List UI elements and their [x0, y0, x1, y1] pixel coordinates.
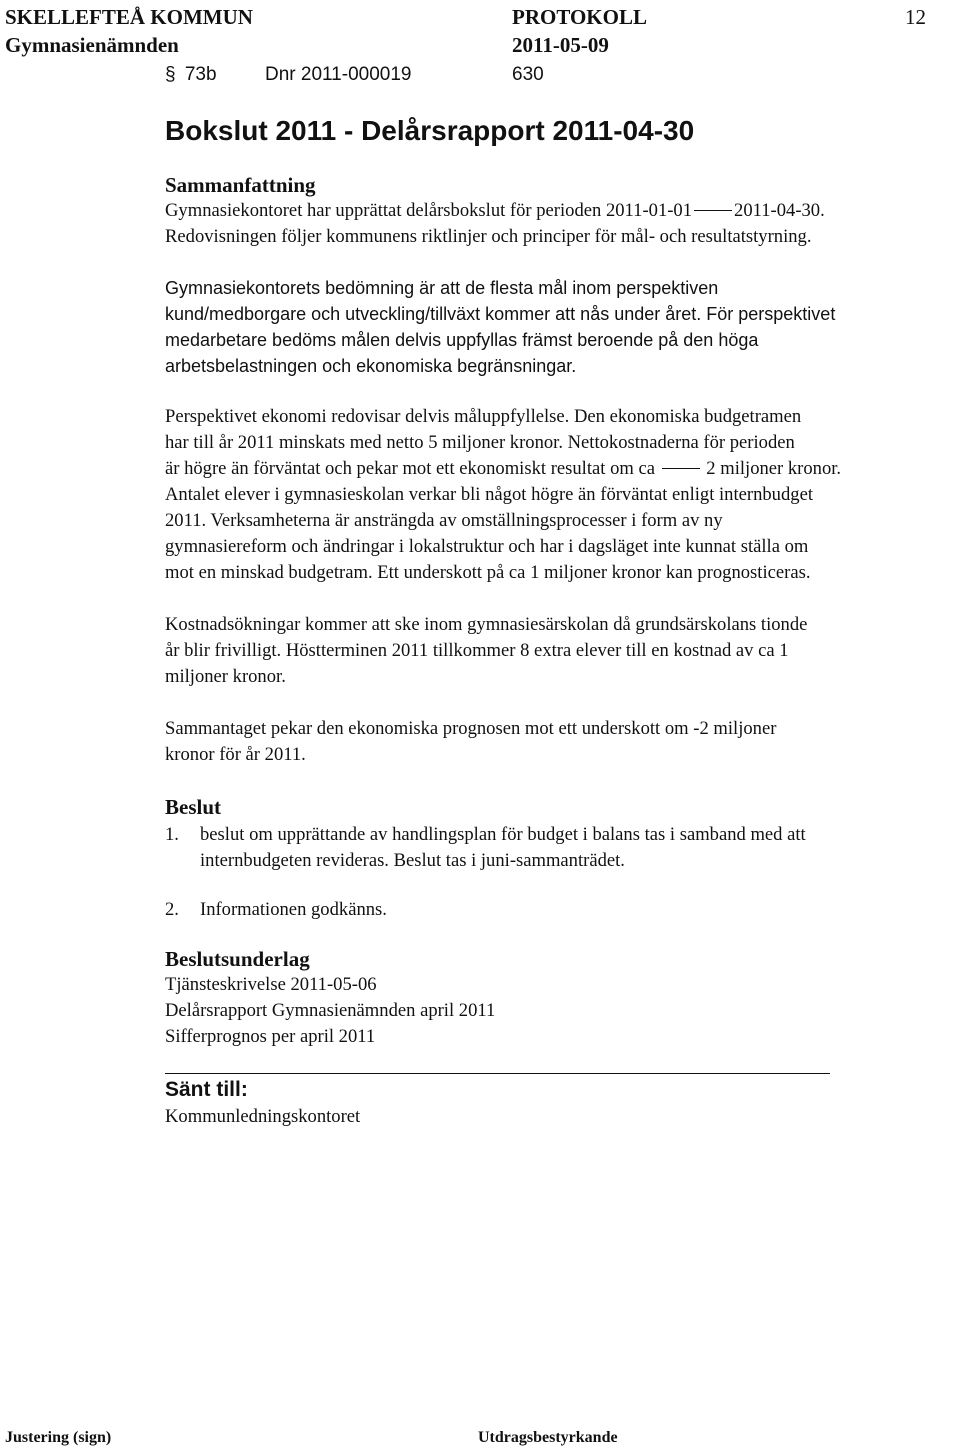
basis-item: Delårsrapport Gymnasienämnden april 2011 — [165, 1000, 496, 1021]
basis-item: Sifferprognos per april 2011 — [165, 1026, 376, 1047]
organization-name: SKELLEFTEÅ KOMMUN — [5, 5, 253, 29]
basis-item: Tjänsteskrivelse 2011-05-06 — [165, 974, 377, 995]
paragraph-line: kronor för år 2011. — [165, 744, 306, 765]
document-type: PROTOKOLL — [512, 5, 647, 29]
summary-paragraph-2 — [165, 275, 955, 379]
item-line: beslut om upprättande av handlingsplan för budget i balans tas i samband med att — [200, 824, 806, 845]
dash-rule — [662, 468, 700, 469]
summary-paragraph-4 — [165, 612, 955, 690]
footer-certification-label: Utdragsbestyrkande — [478, 1429, 618, 1446]
paragraph-line: 2011. Verksamheterna är ansträngda av omställningsprocesser i form av ny — [165, 510, 723, 531]
paragraph-line: medarbetare bedöms målen delvis uppfyllas främst beroende på den höga — [165, 330, 759, 350]
paragraph-line: miljoner kronor. — [165, 666, 286, 687]
paragraph-line: Redovisningen följer kommunens riktlinjer och principer för mål- och resultatstyrning. — [165, 226, 812, 247]
item-line: Informationen godkänns. — [200, 899, 387, 920]
decision-heading: Beslut — [165, 795, 222, 819]
paragraph-line: Perspektivet ekonomi redovisar delvis måluppfyllelse. Den ekonomiska budgetramen — [165, 406, 802, 427]
basis-heading: Beslutsunderlag — [165, 947, 310, 971]
committee-name: Gymnasienämnden — [5, 33, 179, 57]
text-segment: är högre än förväntat och pekar mot ett ekonomiskt resultat om ca — [165, 458, 655, 479]
paragraph-line: Sammantaget pekar den ekonomiska prognosen mot ett underskott om -2 miljoner — [165, 718, 777, 739]
decision-item — [165, 897, 955, 923]
footer-signature-label: Justering (sign) — [5, 1429, 112, 1446]
meeting-date: 2011-05-09 — [512, 33, 609, 57]
paragraph-line: Kostnadsökningar kommer att ske inom gymnasiesärskolan då grundsärskolans tionde — [165, 614, 808, 635]
summary-paragraph-5 — [165, 716, 955, 768]
item-number: 1. — [165, 824, 179, 845]
section-symbol: § — [165, 64, 176, 85]
text-segment: Gymnasiekontoret har upprättat delårsbokslut för perioden 2011-01-01 — [165, 200, 693, 221]
paragraph-line: arbetsbelastningen och ekonomiska begränsningar. — [165, 356, 577, 376]
summary-paragraph-3 — [165, 404, 955, 586]
sent-to-recipient: Kommunledningskontoret — [165, 1106, 361, 1127]
paragraph-line: mot en minskad budgetram. Ett underskott på ca 1 miljoner kronor kan prognosticeras. — [165, 562, 811, 583]
page-number: 12 — [905, 5, 926, 29]
paragraph-line: Gymnasiekontorets bedömning är att de flesta mål inom perspektiven — [165, 278, 719, 298]
paragraph-line: år blir frivilligt. Höstterminen 2011 tillkommer 8 extra elever till en kostnad av ca 1 — [165, 640, 789, 661]
summary-paragraph-1 — [165, 198, 955, 250]
sent-to-heading: Sänt till: — [165, 1078, 248, 1101]
diary-number: Dnr 2011-000019 — [265, 64, 412, 85]
basis-list — [165, 972, 955, 1050]
paragraph-line — [165, 456, 955, 482]
paragraph-line — [165, 198, 955, 224]
paragraph-line: kund/medborgare och utveckling/tillväxt kommer att nås under året. För perspektivet — [165, 304, 836, 324]
decision-item — [165, 822, 955, 874]
paragraph-line: har till år 2011 minskats med netto 5 miljoner kronor. Nettokostnaderna för perioden — [165, 432, 795, 453]
summary-heading: Sammanfattning — [165, 173, 316, 197]
text-segment: 2 miljoner kronor. — [706, 458, 842, 479]
dash-rule — [694, 210, 732, 211]
paragraph-line: Antalet elever i gymnasieskolan verkar bli något högre än förväntat enligt internbudget — [165, 484, 813, 505]
item-number: 2. — [165, 899, 179, 920]
text-segment: 2011-04-30. — [734, 200, 825, 221]
document-title: Bokslut 2011 - Delårsrapport 2011-04-30 — [165, 115, 695, 146]
item-line: internbudgeten revideras. Beslut tas i juni-sammanträdet. — [200, 850, 625, 871]
paragraph-line: gymnasiereform och ändringar i lokalstruktur och har i dagsläget inte kunnat ställa om — [165, 536, 809, 557]
separator-rule — [165, 1073, 830, 1074]
case-line — [165, 62, 544, 88]
classification-code: 630 — [512, 64, 544, 85]
section-number: 73b — [184, 64, 217, 85]
